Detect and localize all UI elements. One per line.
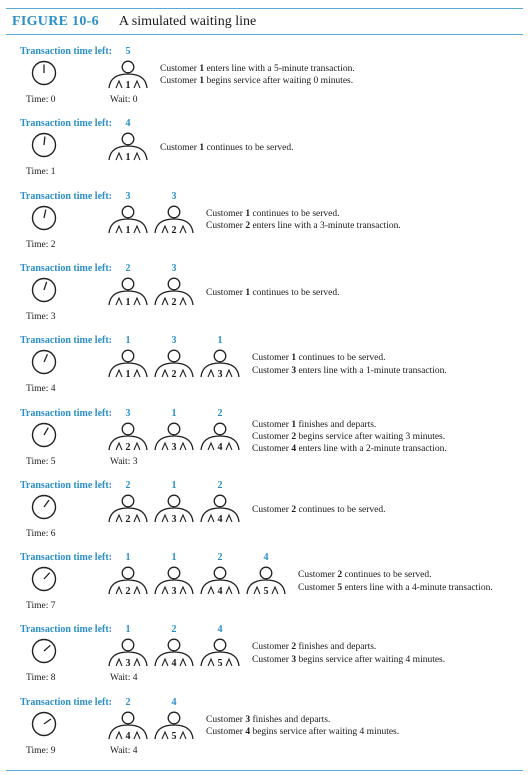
event-text: Customer xyxy=(252,654,292,665)
event-line xyxy=(252,443,447,455)
step-row xyxy=(0,408,529,480)
wait-label: Wait: 3 xyxy=(110,456,138,467)
customer-icon xyxy=(152,277,196,309)
transaction-time-left-label: Transaction time left: xyxy=(20,407,113,419)
time-label: Time: 4 xyxy=(26,384,56,395)
customer-icon xyxy=(152,349,196,381)
step-row xyxy=(0,118,529,190)
event-text: enters line with a 2-minute transaction. xyxy=(296,444,447,455)
customer-number: 3 xyxy=(217,369,223,381)
event-text: continues to be served. xyxy=(250,287,340,298)
queue-time-left-value: 1 xyxy=(171,407,177,419)
time-label: Time: 6 xyxy=(26,528,56,539)
customer-icon xyxy=(152,638,196,670)
event-customer-number: 2 xyxy=(337,570,343,581)
figure-header xyxy=(12,12,256,34)
event-customer-number: 1 xyxy=(291,419,297,430)
event-line xyxy=(252,352,447,364)
customer-number: 3 xyxy=(171,513,177,525)
event-customer-number: 3 xyxy=(245,714,251,725)
event-text: Customer xyxy=(206,221,246,231)
event-line xyxy=(252,419,447,431)
event-line xyxy=(252,504,386,516)
event-customer-number: 4 xyxy=(291,444,297,455)
time-left-value: 2 xyxy=(125,696,131,708)
customer-icon xyxy=(106,638,150,670)
customer-icon xyxy=(106,711,150,743)
clock-icon xyxy=(30,493,58,521)
customer-number: 3 xyxy=(125,658,131,670)
event-line xyxy=(252,641,445,653)
customer-number: 2 xyxy=(125,513,131,525)
customer-number: 5 xyxy=(263,586,269,598)
customer-icon xyxy=(152,711,196,743)
event-customer-number: 3 xyxy=(291,365,297,376)
step-row xyxy=(0,191,529,263)
event-customer-number: 1 xyxy=(199,76,205,87)
event-text: begins service after waiting 4 minutes. xyxy=(296,654,446,665)
time-label: Time: 5 xyxy=(26,456,56,467)
customer-icon xyxy=(152,422,196,454)
event-text: Customer xyxy=(160,64,200,74)
queue-time-left-value: 1 xyxy=(171,552,177,564)
event-text: Customer xyxy=(160,143,200,154)
event-line xyxy=(160,63,355,75)
time-left-value: 5 xyxy=(125,46,131,57)
event-customer-number: 4 xyxy=(245,727,251,738)
clock-icon xyxy=(30,348,58,376)
event-text: continues to be served. xyxy=(342,570,432,581)
event-description xyxy=(252,419,447,456)
wait-label: Wait: 4 xyxy=(110,745,138,756)
clock-hand xyxy=(44,209,46,217)
step-row xyxy=(0,552,529,624)
event-line xyxy=(206,287,340,299)
event-line xyxy=(252,431,447,443)
queue-time-left-value: 2 xyxy=(217,552,223,564)
event-description xyxy=(206,714,399,739)
time-label: Time: 7 xyxy=(26,601,56,612)
event-text: Customer xyxy=(298,582,338,593)
event-text: continues to be served. xyxy=(204,143,294,154)
queue-time-left-value: 1 xyxy=(171,479,177,491)
customer-icon xyxy=(198,422,242,454)
customer-number: 4 xyxy=(217,513,223,525)
customer-number: 2 xyxy=(125,586,131,598)
event-text: continues to be served. xyxy=(250,208,340,219)
event-text: continues to be served. xyxy=(296,353,386,364)
transaction-time-left-label: Transaction time left: xyxy=(20,624,113,636)
customer-number: 3 xyxy=(171,441,177,453)
step-row xyxy=(0,263,529,335)
customer-icon xyxy=(152,494,196,526)
clock-hand xyxy=(44,354,47,362)
clock-hand xyxy=(44,282,47,290)
event-description xyxy=(160,63,355,88)
customer-number: 4 xyxy=(217,441,223,453)
time-left-value: 2 xyxy=(125,262,131,274)
event-line xyxy=(206,220,401,232)
event-customer-number: 2 xyxy=(291,642,297,653)
step-row xyxy=(0,480,529,552)
customer-icon xyxy=(106,132,150,164)
customer-icon xyxy=(198,349,242,381)
time-left-value: 3 xyxy=(125,407,131,419)
customer-number: 5 xyxy=(171,730,177,742)
wait-label: Wait: 4 xyxy=(110,673,138,684)
customer-number: 4 xyxy=(125,730,131,742)
clock-icon xyxy=(30,565,58,593)
clock-hand xyxy=(44,646,50,652)
queue-time-left-value: 3 xyxy=(171,190,177,202)
event-customer-number: 2 xyxy=(291,504,297,515)
customer-number: 2 xyxy=(125,441,131,453)
clock-hand xyxy=(44,137,45,145)
event-customer-number: 1 xyxy=(245,208,251,219)
queue-time-left-value: 2 xyxy=(217,479,223,491)
event-text: Customer xyxy=(252,504,292,515)
time-label: Time: 9 xyxy=(26,745,56,756)
clock-hand xyxy=(44,500,49,507)
top-rule xyxy=(6,8,523,9)
time-label: Time: 3 xyxy=(26,311,56,322)
customer-number: 1 xyxy=(125,369,131,381)
clock-icon xyxy=(30,710,58,738)
clock-icon xyxy=(30,637,58,665)
event-text: enters line with a 1-minute transaction. xyxy=(296,365,447,376)
event-text: Customer xyxy=(206,208,246,219)
figure-title: A simulated waiting line xyxy=(118,14,257,29)
event-line xyxy=(206,726,399,738)
transaction-time-left-label: Transaction time left: xyxy=(20,46,113,57)
event-text: enters line with a 3-minute transaction. xyxy=(250,221,401,231)
event-text: begins service after waiting 3 minutes. xyxy=(296,431,446,442)
event-description xyxy=(298,569,493,594)
customer-number: 1 xyxy=(125,296,131,308)
customer-number: 4 xyxy=(217,586,223,598)
event-text: Customer xyxy=(298,570,338,581)
clock-hand xyxy=(44,427,48,434)
clock-icon xyxy=(30,276,58,304)
event-customer-number: 1 xyxy=(245,287,251,298)
transaction-time-left-label: Transaction time left: xyxy=(20,262,113,274)
event-customer-number: 2 xyxy=(245,221,251,231)
clock-icon xyxy=(30,59,58,87)
event-line xyxy=(160,142,294,154)
header-rule xyxy=(6,34,523,35)
customer-icon xyxy=(152,566,196,598)
clock-icon xyxy=(30,421,58,449)
step-row xyxy=(0,697,529,769)
customer-number: 3 xyxy=(171,586,177,598)
event-text: Customer xyxy=(252,365,292,376)
time-left-value: 3 xyxy=(125,190,131,202)
queue-time-left-value: 4 xyxy=(171,696,177,708)
time-left-value: 4 xyxy=(125,118,131,130)
event-description xyxy=(206,287,340,299)
transaction-time-left-label: Transaction time left: xyxy=(20,190,113,202)
transaction-time-left-label: Transaction time left: xyxy=(20,118,113,130)
time-label: Time: 0 xyxy=(26,95,56,105)
customer-icon xyxy=(152,205,196,237)
queue-time-left-value: 1 xyxy=(217,335,223,347)
bottom-rule xyxy=(6,770,523,771)
queue-time-left-value: 4 xyxy=(217,624,223,636)
event-text: Customer xyxy=(252,444,292,455)
event-customer-number: 1 xyxy=(199,64,205,74)
event-customer-number: 3 xyxy=(291,654,297,665)
transaction-time-left-label: Transaction time left: xyxy=(20,696,113,708)
clock-icon xyxy=(30,204,58,232)
customer-icon xyxy=(106,205,150,237)
event-customer-number: 2 xyxy=(291,431,297,442)
event-text: Customer xyxy=(206,727,246,738)
event-text: Customer xyxy=(252,431,292,442)
event-text: finishes and departs. xyxy=(296,419,377,430)
customer-number: 1 xyxy=(125,152,131,164)
wait-label: Wait: 0 xyxy=(110,95,138,105)
event-text: begins service after waiting 0 minutes. xyxy=(204,76,354,87)
event-text: finishes and departs. xyxy=(296,642,377,653)
customer-icon xyxy=(198,638,242,670)
customer-number: 1 xyxy=(125,224,131,236)
event-text: continues to be served. xyxy=(296,504,386,515)
customer-number: 2 xyxy=(171,296,177,308)
queue-time-left-value: 3 xyxy=(171,335,177,347)
time-label: Time: 2 xyxy=(26,239,56,250)
event-line xyxy=(252,365,447,377)
event-customer-number: 1 xyxy=(291,353,297,364)
step-row xyxy=(0,335,529,407)
time-left-value: 1 xyxy=(125,335,131,347)
customer-icon xyxy=(198,494,242,526)
event-text: Customer xyxy=(252,353,292,364)
event-line xyxy=(160,75,355,87)
customer-number: 1 xyxy=(125,80,131,91)
step-row xyxy=(0,624,529,696)
event-text: Customer xyxy=(252,419,292,430)
event-description xyxy=(206,208,401,233)
event-line xyxy=(298,569,493,581)
customer-number: 5 xyxy=(217,658,223,670)
event-text: Customer xyxy=(206,714,246,725)
event-line xyxy=(252,654,445,666)
customer-number: 4 xyxy=(171,658,177,670)
queue-time-left-value: 4 xyxy=(263,552,269,564)
event-text: enters line with a 4-minute transaction. xyxy=(342,582,493,593)
event-description xyxy=(252,641,445,666)
customer-number: 2 xyxy=(171,224,177,236)
event-text: Customer xyxy=(252,642,292,653)
event-text: finishes and departs. xyxy=(250,714,331,725)
figure-number: FIGURE 10-6 xyxy=(12,14,99,29)
event-description xyxy=(160,142,294,154)
event-text: Customer xyxy=(160,76,200,87)
event-text: begins service after waiting 4 minutes. xyxy=(250,727,400,738)
customer-icon xyxy=(244,566,288,598)
event-text: Customer xyxy=(206,287,246,298)
customer-number: 2 xyxy=(171,369,177,381)
event-text: enters line with a 5-minute transaction. xyxy=(204,64,355,74)
queue-time-left-value: 2 xyxy=(217,407,223,419)
queue-time-left-value: 3 xyxy=(171,262,177,274)
customer-icon xyxy=(106,494,150,526)
transaction-time-left-label: Transaction time left: xyxy=(20,335,113,347)
event-description xyxy=(252,352,447,377)
clock-hand xyxy=(44,573,50,579)
customer-icon xyxy=(106,566,150,598)
clock-icon xyxy=(30,131,58,159)
time-left-value: 1 xyxy=(125,624,131,636)
customer-icon xyxy=(106,60,150,92)
time-left-value: 1 xyxy=(125,552,131,564)
event-customer-number: 1 xyxy=(199,143,205,154)
clock-hand xyxy=(44,719,51,724)
event-line xyxy=(206,208,401,220)
transaction-time-left-label: Transaction time left: xyxy=(20,479,113,491)
queue-time-left-value: 2 xyxy=(171,624,177,636)
event-line xyxy=(298,582,493,594)
event-description xyxy=(252,504,386,516)
step-row xyxy=(0,46,529,118)
customer-icon xyxy=(106,422,150,454)
time-label: Time: 1 xyxy=(26,167,56,178)
event-customer-number: 5 xyxy=(337,582,343,593)
customer-icon xyxy=(198,566,242,598)
customer-icon xyxy=(106,349,150,381)
transaction-time-left-label: Transaction time left: xyxy=(20,552,113,564)
customer-icon xyxy=(106,277,150,309)
time-label: Time: 8 xyxy=(26,673,56,684)
time-left-value: 2 xyxy=(125,479,131,491)
event-line xyxy=(206,714,399,726)
